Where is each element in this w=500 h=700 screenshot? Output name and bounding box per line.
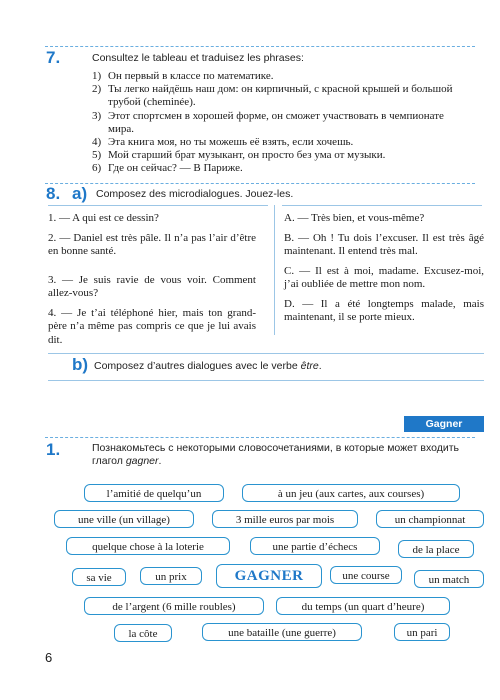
table-rule (274, 205, 275, 335)
exercise-part-label: b) (72, 355, 89, 374)
list-item: 4) Эта книга моя, но ты можешь её взять, если хочешь. (92, 136, 354, 149)
phrase-bubble: 3 mille euros par mois (212, 510, 358, 528)
phrase-bubble: sa vie (72, 568, 126, 586)
phrase-bubble: de l’argent (6 mille roubles) (84, 597, 264, 615)
dialogue-line: 1. — A qui est ce dessin? (48, 212, 159, 224)
phrase-bubble: de la place (398, 540, 474, 558)
dialogue-line: 2. — Daniel est très pâle. Il n’a pas l’air d’être en bonne santé. (48, 231, 256, 257)
phrase-bubble: à un jeu (aux cartes, aux courses) (242, 484, 460, 502)
list-item: 5) Мой старший брат музыкант, он просто без ума от музыки. (92, 149, 386, 162)
page-number: 6 (45, 650, 53, 665)
central-verb-bubble: GAGNER (216, 564, 322, 588)
phrase-bubble: une course (330, 566, 402, 584)
vocabulary-word-header: Gagner (404, 416, 484, 432)
exercise-instruction: Познакомьтесь с некоторыми словосочетаниями, в которые может входить глагол gagner. (92, 442, 459, 467)
exercise-number: 8. (46, 184, 61, 203)
table-rule (282, 205, 482, 206)
dialogue-column-right (284, 212, 484, 332)
phrase-bubble: un prix (140, 567, 202, 585)
exercise-number: 1. (46, 440, 61, 459)
phrase-bubble: un pari (394, 623, 450, 641)
list-item: 2) Ты легко найдёшь наш дом: он кирпичный, с красной крышей и большой трубой (cheminée). (92, 83, 453, 109)
phrase-bubble: quelque chose à la loterie (66, 537, 230, 555)
dialogue-line: D. — Il a été longtemps malade, mais maintenant, il se porte mieux. (284, 297, 484, 323)
exercise-instruction: Composez des microdialogues. Jouez-les. (96, 188, 294, 200)
dialogue-line: A. — Très bien, et vous-même? (284, 212, 425, 224)
list-item: 3) Этот спортсмен в хорошей форме, он сможет участвовать в чемпионате мира. (92, 109, 444, 135)
phrase-bubble: une partie d’échecs (250, 537, 380, 555)
table-rule (48, 380, 484, 381)
list-item: 1) Он первый в классе по математике. (92, 70, 274, 82)
dialogue-line: 3. — Je suis ravie de vous voir. Comment allez-vous? (48, 273, 256, 299)
dialogue-column-left (48, 212, 256, 354)
translation-list (92, 70, 472, 176)
list-item: 6) Где он сейчас? — В Париже. (92, 162, 243, 175)
phrase-bubble: un match (414, 570, 484, 588)
section-divider (45, 183, 475, 184)
dialogue-line: B. — Oh ! Tu dois l’excuser. Il est très âgé maintenant. Il entend très mal. (284, 231, 484, 257)
dialogue-line: C. — Il est à moi, madame. Excusez-moi, j’ai oubliée de mettre mon nom. (284, 264, 484, 290)
phrase-bubble: une ville (un village) (54, 510, 194, 528)
phrase-bubble: du temps (un quart d’heure) (276, 597, 450, 615)
section-divider (45, 46, 475, 47)
exercise-part-label: a) (72, 184, 88, 203)
phrase-bubble: la côte (114, 624, 172, 642)
section-divider (45, 437, 475, 438)
phrase-bubble: une bataille (une guerre) (202, 623, 362, 641)
phrase-bubble: un championnat (376, 510, 484, 528)
exercise-instruction: Consultez le tableau et traduisez les phrases: (92, 52, 304, 64)
dialogue-line: 4. — Je t’ai téléphoné hier, mais ton grand-père n’a même pas compris ce que je lui avais dit. (48, 306, 256, 346)
exercise-number: 7. (46, 48, 61, 67)
phrase-bubble: l’amitié de quelqu’un (84, 484, 224, 502)
exercise-instruction: Composez d’autres dialogues avec le verbe être. (94, 360, 322, 372)
table-rule (48, 353, 484, 354)
table-rule (48, 205, 268, 206)
